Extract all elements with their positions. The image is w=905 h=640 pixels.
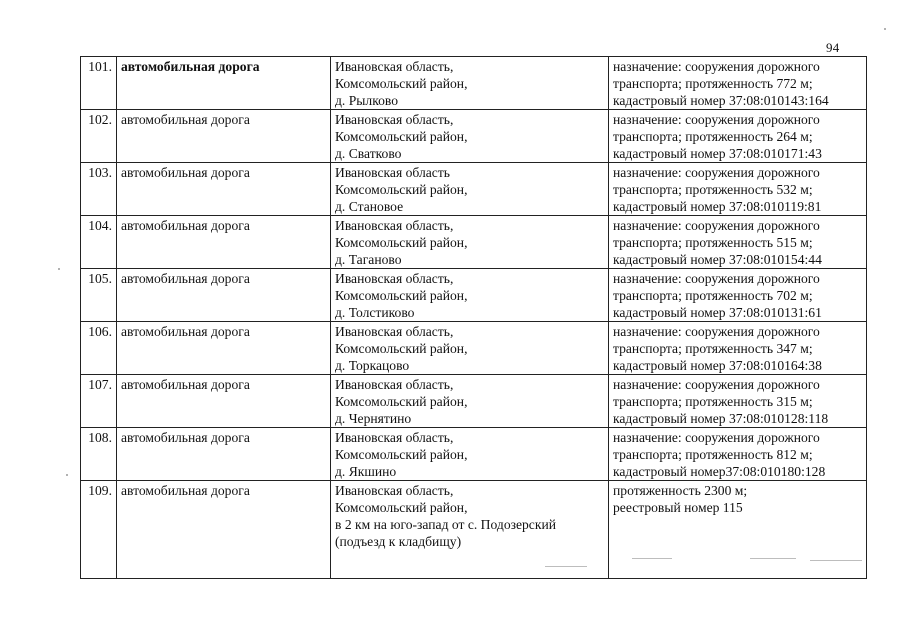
address-line: д. Сватково [335,146,402,161]
address-line: Комсомольский район, [335,447,468,462]
object-description [609,322,867,375]
object-type: автомобильная дорога [117,57,331,110]
object-description [609,163,867,216]
object-description [609,110,867,163]
description-line: транспорта; протяженность 812 м; [613,447,813,462]
row-number: 108. [81,428,117,481]
scan-artifact-line [810,560,862,561]
table-row [81,269,867,322]
row-number: 102. [81,110,117,163]
object-description [609,216,867,269]
address-line: Ивановская область [335,165,450,180]
table-row [81,57,867,110]
row-number: 104. [81,216,117,269]
scan-artifact-speck [66,474,68,476]
scan-artifact-line [632,558,672,559]
object-description [609,481,867,579]
address-line: Комсомольский район, [335,182,468,197]
description-line: кадастровый номер 37:08:010171:43 [613,146,822,161]
description-line: транспорта; протяженность 515 м; [613,235,813,250]
scan-artifact-line [750,558,796,559]
object-address [331,57,609,110]
row-number: 105. [81,269,117,322]
address-line: Ивановская область, [335,271,454,286]
description-line: транспорта; протяженность 532 м; [613,182,813,197]
address-line: Комсомольский район, [335,235,468,250]
object-address [331,481,609,579]
address-line: Ивановская область, [335,112,454,127]
address-line: Комсомольский район, [335,341,468,356]
description-line: кадастровый номер 37:08:010131:61 [613,305,822,320]
scan-artifact-speck [884,28,886,30]
address-line: Ивановская область, [335,430,454,445]
object-address [331,110,609,163]
address-line: д. Становое [335,199,404,214]
description-line: транспорта; протяженность 264 м; [613,129,813,144]
description-line: кадастровый номер 37:08:010154:44 [613,252,822,267]
address-line: Комсомольский район, [335,288,468,303]
object-type: автомобильная дорога [117,163,331,216]
table-row [81,481,867,579]
object-description [609,269,867,322]
address-line: д. Торкацово [335,358,410,373]
description-line: транспорта; протяженность 702 м; [613,288,813,303]
address-line: д. Рылково [335,93,399,108]
description-line: протяженность 2300 м; [613,483,748,498]
object-type: автомобильная дорога [117,269,331,322]
description-line: кадастровый номер 37:08:010119:81 [613,199,822,214]
scan-artifact-speck [58,268,60,270]
scan-artifact-line [545,566,587,567]
object-type: автомобильная дорога [117,481,331,579]
description-line: назначение: сооружения дорожного [613,377,820,392]
description-line: кадастровый номер37:08:010180:128 [613,464,826,479]
address-line: Ивановская область, [335,59,454,74]
row-number: 103. [81,163,117,216]
row-number: 109. [81,481,117,579]
object-address [331,322,609,375]
address-line: д. Толстиково [335,305,415,320]
object-address [331,428,609,481]
description-line: транспорта; протяженность 772 м; [613,76,813,91]
description-line: назначение: сооружения дорожного [613,59,820,74]
address-line: в 2 км на юго-запад от с. Подозерский [335,517,556,532]
object-description [609,375,867,428]
table-row [81,163,867,216]
object-type: автомобильная дорога [117,216,331,269]
page-number: 94 [826,40,840,55]
object-address [331,216,609,269]
table-row [81,375,867,428]
row-number: 107. [81,375,117,428]
object-description [609,428,867,481]
address-line: Комсомольский район, [335,394,468,409]
object-description [609,57,867,110]
property-registry-table [80,56,867,579]
description-line: кадастровый номер 37:08:010128:118 [613,411,829,426]
description-line: назначение: сооружения дорожного [613,112,820,127]
table-row [81,216,867,269]
address-line: Ивановская область, [335,377,454,392]
row-number: 106. [81,322,117,375]
address-line: д. Таганово [335,252,402,267]
address-line: Комсомольский район, [335,129,468,144]
object-address [331,375,609,428]
address-line: Ивановская область, [335,483,454,498]
object-type: автомобильная дорога [117,428,331,481]
address-line: д. Якшино [335,464,397,479]
table-row [81,428,867,481]
address-line: Ивановская область, [335,218,454,233]
table-row [81,110,867,163]
object-type: автомобильная дорога [117,110,331,163]
row-number: 101. [81,57,117,110]
object-type: автомобильная дорога [117,322,331,375]
description-line: назначение: сооружения дорожного [613,430,820,445]
address-line: Комсомольский район, [335,500,468,515]
address-line: (подъезд к кладбищу) [335,534,462,549]
description-line: назначение: сооружения дорожного [613,324,820,339]
object-type: автомобильная дорога [117,375,331,428]
description-line: назначение: сооружения дорожного [613,271,820,286]
description-line: кадастровый номер 37:08:010143:164 [613,93,829,108]
description-line: назначение: сооружения дорожного [613,218,820,233]
address-line: д. Чернятино [335,411,412,426]
address-line: Комсомольский район, [335,76,468,91]
description-line: кадастровый номер 37:08:010164:38 [613,358,822,373]
object-address [331,163,609,216]
address-line: Ивановская область, [335,324,454,339]
description-line: транспорта; протяженность 315 м; [613,394,813,409]
description-line: транспорта; протяженность 347 м; [613,341,813,356]
object-address [331,269,609,322]
description-line: назначение: сооружения дорожного [613,165,820,180]
description-line: реестровый номер 115 [613,500,743,515]
table-row [81,322,867,375]
